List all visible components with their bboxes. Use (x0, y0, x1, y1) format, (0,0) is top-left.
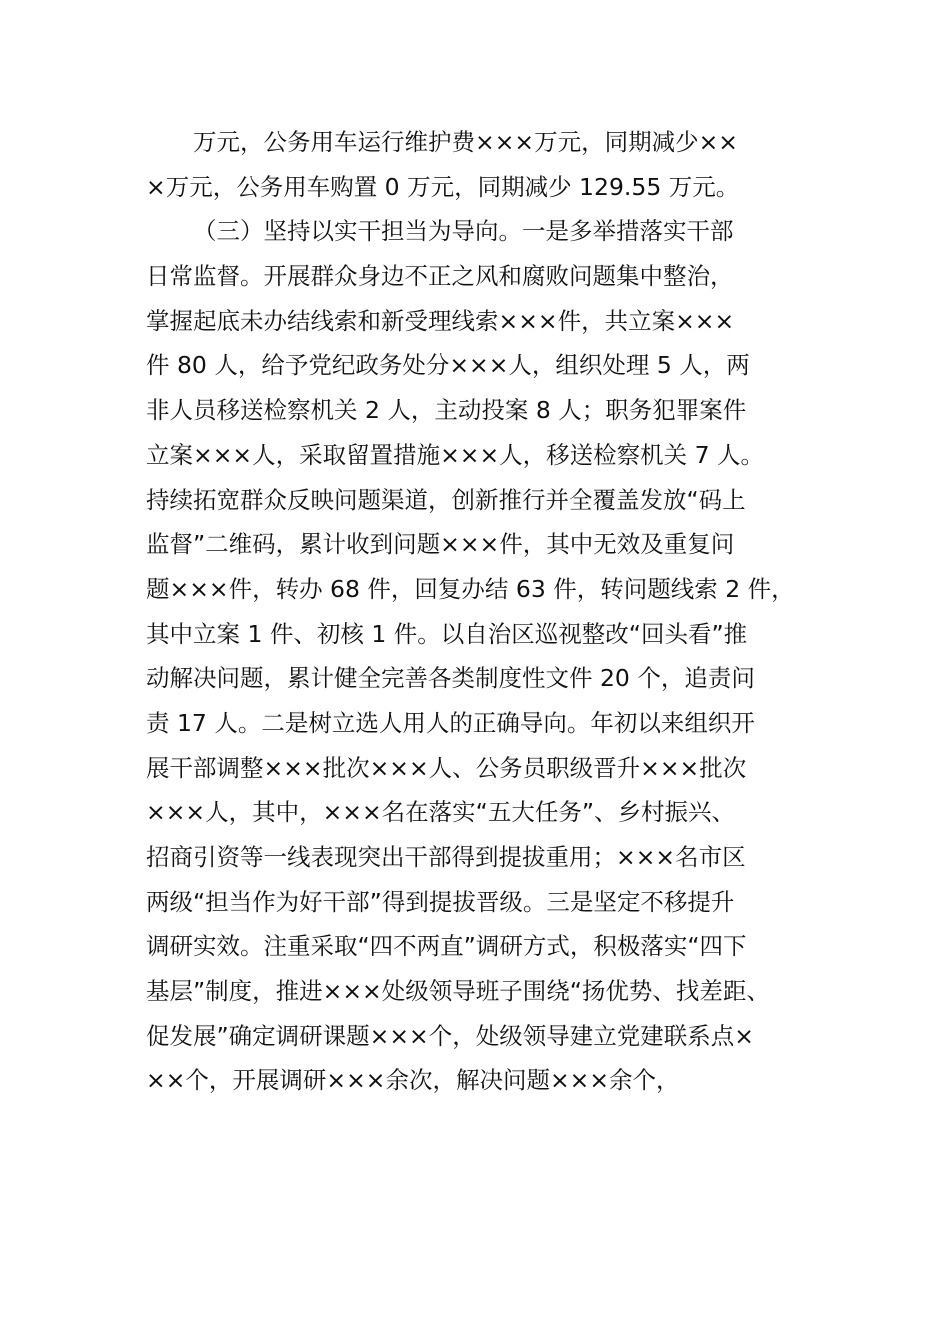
paragraph-line: ×××人，其中，×××名在落实“五大任务”、乡村振兴、 (146, 798, 735, 827)
body-text (146, 120, 836, 1103)
paragraph-continuation-line: 万元，公务用车运行维护费×××万元，同期减少×× (193, 128, 738, 156)
paragraph-line: 两级“担当作为好干部”得到提拔晋级。三是坚定不移提升 (146, 887, 735, 916)
paragraph-line: 题×××件，转办 68 件，回复办结 63 件，转问题线索 2 件， (146, 574, 795, 603)
paragraph-line: 日常监督。开展群众身边不正之风和腐败问题集中整治， (146, 262, 734, 291)
paragraph-line: 掌握起底未办结线索和新受理线索×××件，共立案××× (146, 306, 735, 335)
paragraph-line: 监督”二维码，累计收到问题×××件，其中无效及重复问 (146, 530, 735, 559)
paragraph-line: 立案×××人，采取留置措施×××人，移送检察机关 7 人。 (146, 440, 765, 469)
paragraph-line: 调研实效。注重采取“四不两直”调研方式，积极落实“四下 (146, 932, 747, 961)
paragraph-line: ××个，开展调研×××余次，解决问题×××余个， (146, 1066, 680, 1095)
paragraph-line: 促发展”确定调研课题×××个，处级领导建立党建联系点× (146, 1021, 754, 1050)
section-three-heading-line: （三）坚持以实干担当为导向。一是多举措落实干部 (193, 217, 734, 246)
paragraph-line: 其中立案 1 件、初核 1 件。以自治区巡视整改“回头看”推 (146, 619, 748, 648)
paragraph-line: 非人员移送检察机关 2 人，主动投案 8 人；职务犯罪案件 (146, 396, 747, 425)
paragraph-line: 展干部调整×××批次×××人、公务员职级晋升×××批次 (146, 753, 747, 782)
paragraph-line: 招商引资等一线表现突出干部得到提拔重用；×××名市区 (146, 843, 746, 871)
paragraph-line: 责 17 人。二是树立选人用人的正确导向。年初以来组织开 (146, 708, 755, 737)
paragraph-line: 基层”制度，推进×××处级领导班子围绕“扬优势、找差距、 (146, 977, 770, 1006)
paragraph-line: 件 80 人，给予党纪政务处分×××人，组织处理 5 人，两 (146, 351, 750, 380)
paragraph-line: 持续拓宽群众反映问题渠道，创新推行并全覆盖发放“码上 (146, 485, 746, 514)
paragraph-line: 动解决问题，累计健全完善各类制度性文件 20 个，追责问 (146, 664, 755, 693)
paragraph-continuation-line: ×万元，公务用车购置 0 万元，同期减少 129.55 万元。 (146, 172, 740, 201)
